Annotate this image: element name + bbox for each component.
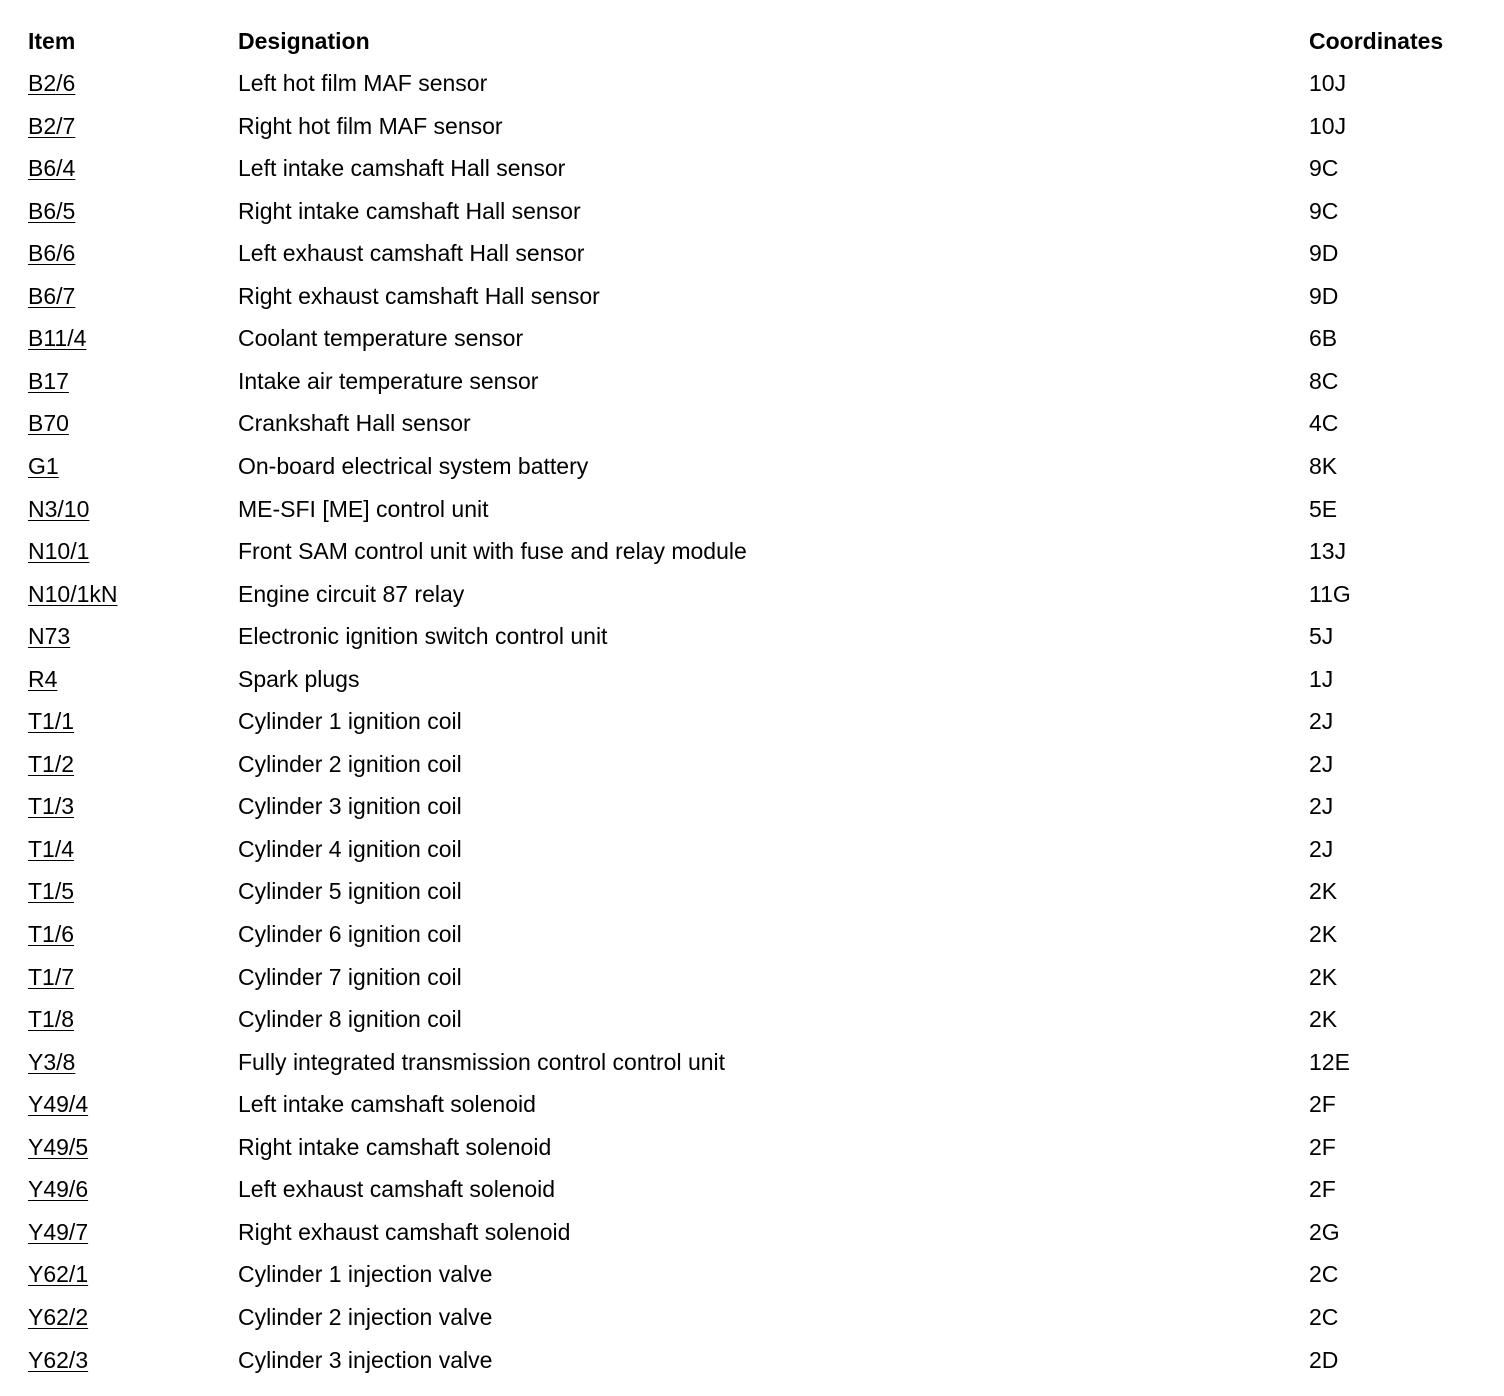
item-link[interactable]: T1/1 <box>28 708 75 734</box>
table-row <box>0 964 1504 1006</box>
designation-text: On-board electrical system battery <box>238 453 589 479</box>
coordinates-text: 10J <box>1309 70 1347 96</box>
designation-text: Cylinder 5 ignition coil <box>238 878 462 904</box>
table-row <box>0 496 1504 538</box>
table-row <box>0 1134 1504 1176</box>
coordinates-text: 8C <box>1309 368 1339 394</box>
designation-text: Left intake camshaft solenoid <box>238 1091 536 1117</box>
coordinates-text: 2F <box>1309 1091 1336 1117</box>
designation-text: Cylinder 1 injection valve <box>238 1261 493 1287</box>
item-link[interactable]: B6/4 <box>28 155 76 181</box>
table-row <box>0 1304 1504 1346</box>
item-link[interactable]: Y3/8 <box>28 1049 76 1075</box>
table-row <box>0 198 1504 240</box>
item-link[interactable]: Y62/3 <box>28 1347 89 1373</box>
designation-text: Cylinder 4 ignition coil <box>238 836 462 862</box>
item-link[interactable]: B70 <box>28 410 69 436</box>
table-header <box>0 28 1504 70</box>
table-row <box>0 1347 1504 1389</box>
designation-text: Fully integrated transmission control control unit <box>238 1049 726 1075</box>
item-link[interactable]: T1/8 <box>28 1006 75 1032</box>
coordinates-text: 5E <box>1309 496 1338 522</box>
table-row <box>0 708 1504 750</box>
coordinates-text: 9C <box>1309 198 1339 224</box>
designation-text: Cylinder 8 ignition coil <box>238 1006 462 1032</box>
designation-text: Cylinder 2 ignition coil <box>238 751 462 777</box>
header-item: Item <box>28 28 76 54</box>
designation-text: Cylinder 7 ignition coil <box>238 964 462 990</box>
table-row <box>0 921 1504 963</box>
item-link[interactable]: B6/6 <box>28 240 76 266</box>
coordinates-text: 2J <box>1309 836 1334 862</box>
table-row <box>0 1049 1504 1091</box>
coordinates-text: 2J <box>1309 708 1334 734</box>
coordinates-text: 2D <box>1309 1347 1339 1373</box>
coordinates-text: 1J <box>1309 666 1334 692</box>
item-link[interactable]: Y62/2 <box>28 1304 89 1330</box>
coordinates-text: 8K <box>1309 453 1338 479</box>
coordinates-text: 2C <box>1309 1304 1339 1330</box>
table-row <box>0 836 1504 878</box>
item-link[interactable]: R4 <box>28 666 58 692</box>
item-link[interactable]: Y62/1 <box>28 1261 89 1287</box>
item-link[interactable]: N73 <box>28 623 71 649</box>
item-link[interactable]: B2/6 <box>28 70 76 96</box>
item-link[interactable]: Y49/4 <box>28 1091 89 1117</box>
table-row <box>0 325 1504 367</box>
header-designation: Designation <box>238 28 370 54</box>
coordinates-text: 2K <box>1309 1006 1338 1032</box>
item-link[interactable]: G1 <box>28 453 59 479</box>
table-row <box>0 538 1504 580</box>
coordinates-text: 5J <box>1309 623 1334 649</box>
coordinates-text: 2J <box>1309 751 1334 777</box>
table-row <box>0 878 1504 920</box>
designation-text: Left intake camshaft Hall sensor <box>238 155 566 181</box>
item-link[interactable]: N10/1kN <box>28 581 118 607</box>
designation-text: Cylinder 3 injection valve <box>238 1347 493 1373</box>
table-row <box>0 155 1504 197</box>
coordinates-text: 2K <box>1309 921 1338 947</box>
designation-text: Right intake camshaft Hall sensor <box>238 198 581 224</box>
item-link[interactable]: T1/7 <box>28 964 75 990</box>
coordinates-text: 2J <box>1309 793 1334 819</box>
table-row <box>0 368 1504 410</box>
item-link[interactable]: N10/1 <box>28 538 90 564</box>
table-row <box>0 240 1504 282</box>
designation-text: Right hot film MAF sensor <box>238 113 503 139</box>
coordinates-text: 9D <box>1309 240 1339 266</box>
designation-text: Crankshaft Hall sensor <box>238 410 471 436</box>
coordinates-text: 2C <box>1309 1261 1339 1287</box>
coordinates-text: 6B <box>1309 325 1338 351</box>
designation-text: Cylinder 3 ignition coil <box>238 793 462 819</box>
designation-text: Right exhaust camshaft Hall sensor <box>238 283 600 309</box>
table-row <box>0 283 1504 325</box>
coordinates-text: 2G <box>1309 1219 1340 1245</box>
designation-text: Intake air temperature sensor <box>238 368 539 394</box>
table-row <box>0 1091 1504 1133</box>
table-row <box>0 581 1504 623</box>
item-link[interactable]: B17 <box>28 368 69 394</box>
designation-text: Right intake camshaft solenoid <box>238 1134 552 1160</box>
item-link[interactable]: T1/6 <box>28 921 75 947</box>
coordinates-text: 12E <box>1309 1049 1350 1075</box>
designation-text: Front SAM control unit with fuse and relay module <box>238 538 747 564</box>
table-row <box>0 1176 1504 1218</box>
item-link[interactable]: B11/4 <box>28 325 87 351</box>
item-link[interactable]: N3/10 <box>28 496 90 522</box>
coordinates-text: 2K <box>1309 964 1338 990</box>
item-link[interactable]: T1/4 <box>28 836 75 862</box>
coordinates-text: 11G <box>1309 581 1351 607</box>
coordinates-text: 2F <box>1309 1134 1336 1160</box>
coordinates-text: 10J <box>1309 113 1347 139</box>
table-row <box>0 1261 1504 1303</box>
table-row <box>0 623 1504 665</box>
coordinates-text: 4C <box>1309 410 1339 436</box>
designation-text: Left hot film MAF sensor <box>238 70 488 96</box>
table-row <box>0 1219 1504 1261</box>
item-link[interactable]: B2/7 <box>28 113 76 139</box>
designation-text: Coolant temperature sensor <box>238 325 524 351</box>
coordinates-text: 9C <box>1309 155 1339 181</box>
table-row <box>0 410 1504 452</box>
item-link[interactable]: T1/3 <box>28 793 75 819</box>
table-row <box>0 793 1504 835</box>
item-link[interactable]: Y49/6 <box>28 1176 89 1202</box>
table-row <box>0 453 1504 495</box>
designation-text: Cylinder 2 injection valve <box>238 1304 493 1330</box>
designation-text: Spark plugs <box>238 666 360 692</box>
designation-text: Left exhaust camshaft Hall sensor <box>238 240 585 266</box>
item-link[interactable]: B6/7 <box>28 283 76 309</box>
table-row <box>0 70 1504 112</box>
header-coordinates: Coordinates <box>1309 28 1444 54</box>
item-link[interactable]: Y49/7 <box>28 1219 89 1245</box>
designation-text: Engine circuit 87 relay <box>238 581 465 607</box>
designation-text: Left exhaust camshaft solenoid <box>238 1176 556 1202</box>
table-row <box>0 666 1504 708</box>
designation-text: Cylinder 6 ignition coil <box>238 921 462 947</box>
designation-text: Cylinder 1 ignition coil <box>238 708 462 734</box>
coordinates-text: 2K <box>1309 878 1338 904</box>
item-link[interactable]: B6/5 <box>28 198 76 224</box>
item-link[interactable]: T1/2 <box>28 751 75 777</box>
item-link[interactable]: T1/5 <box>28 878 75 904</box>
designation-text: ME-SFI [ME] control unit <box>238 496 489 522</box>
table-row <box>0 113 1504 155</box>
coordinates-text: 2F <box>1309 1176 1336 1202</box>
table-row <box>0 751 1504 793</box>
coordinates-text: 13J <box>1309 538 1347 564</box>
item-link[interactable]: Y49/5 <box>28 1134 89 1160</box>
designation-text: Right exhaust camshaft solenoid <box>238 1219 571 1245</box>
designation-text: Electronic ignition switch control unit <box>238 623 608 649</box>
table-row <box>0 1006 1504 1048</box>
coordinates-text: 9D <box>1309 283 1339 309</box>
